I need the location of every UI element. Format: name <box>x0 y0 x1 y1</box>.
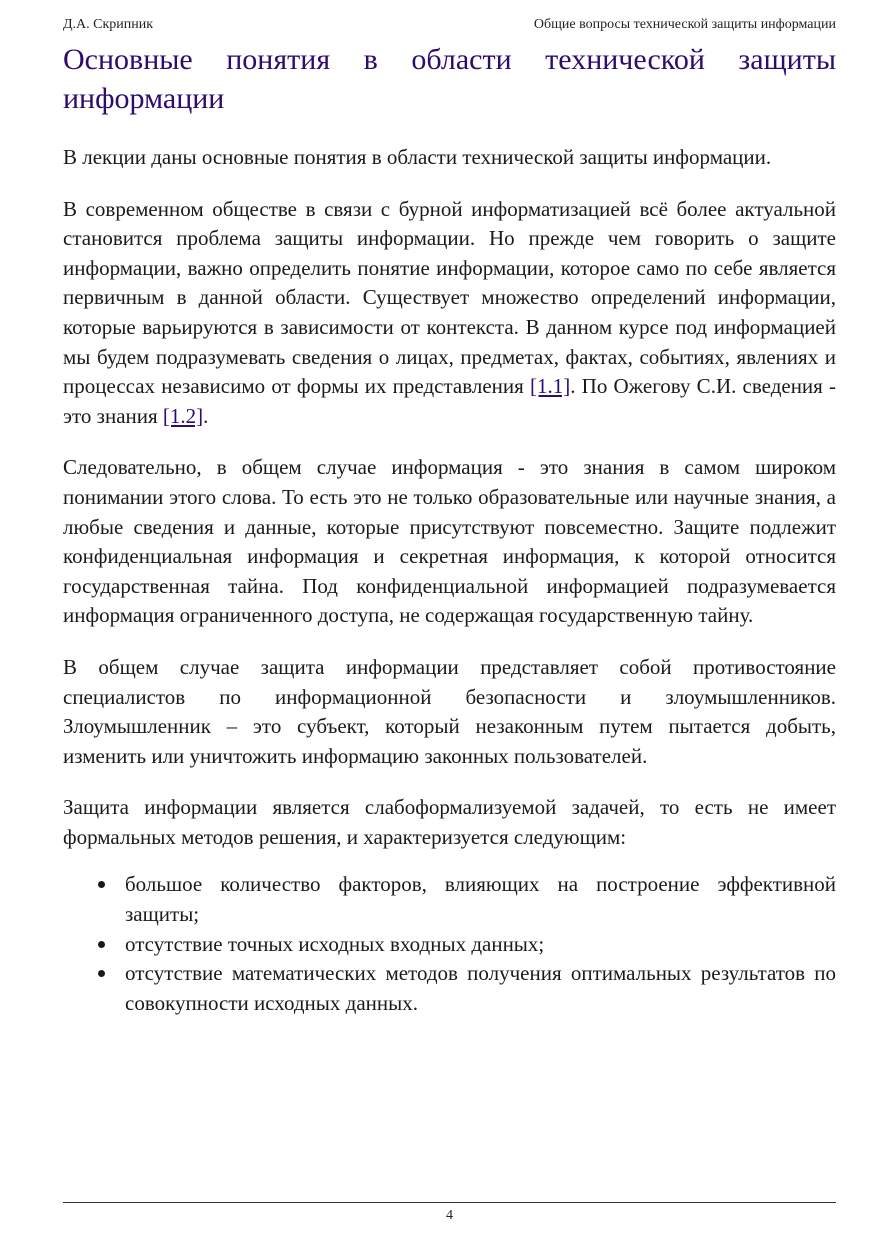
paragraph-information-definition <box>63 195 836 432</box>
list-item-text: отсутствие точных исходных входных данных; <box>125 931 545 956</box>
paragraph-confidential-information: Следовательно, в общем случае информация - это знания в самом широком понимании этого слова. То есть это не только образовательные или научные знания, а любые сведения и данные, которые присутствуют повсеместно. Защите подлежит конфиденциальная информация и секретная информация, к которой относится государственная тайна. Под конфиденциальной информацией подразумевается информация ограниченного доступа, не содержащая государственную тайну. <box>63 455 836 628</box>
list-item-text: отсутствие математических методов получения оптимальных результатов по совокупности исходных данных. <box>125 961 836 1015</box>
list-item <box>63 870 836 929</box>
list-item-text: большое количество факторов, влияющих на построение эффективной защиты; <box>125 872 836 927</box>
paragraph-intro: В лекции даны основные понятия в области технической защиты информации. <box>63 145 772 169</box>
paragraph-attacker: В общем случае защита информации представляет собой противостояние специалистов по информационной безопасности и злоумышленников. Злоумышленник – это субъект, который незаконным путем пытается добыть, изменить или уничтожить информацию законных пользователей. <box>63 654 836 768</box>
reference-link-1-1[interactable]: [1.1] <box>529 374 571 399</box>
running-header <box>63 16 836 34</box>
characteristics-list <box>63 870 836 1018</box>
footer-divider <box>63 1202 836 1203</box>
body-text <box>63 143 836 1018</box>
bullet-icon <box>98 941 105 948</box>
header-author: Д.А. Скрипник <box>63 17 154 32</box>
page-title: Основные понятия в области технической защиты информации <box>63 43 836 115</box>
document-page <box>63 0 836 1241</box>
header-course-title: Общие вопросы технической защиты информации <box>533 17 836 32</box>
list-item <box>63 959 836 1018</box>
paragraph-weakly-formalized: Защита информации является слабоформализуемой задачей, то есть не имеет формальных методов решения, и характеризуется следующим: <box>63 795 836 849</box>
bullet-icon <box>98 970 105 977</box>
bullet-icon <box>98 881 105 888</box>
page-number: 4 <box>446 1208 453 1223</box>
reference-link-1-2[interactable]: [1.2] <box>162 403 204 428</box>
paragraph-text: . По Ожегову С.И. сведения - это знания <box>63 374 837 428</box>
paragraph-text: В современном обществе в связи с бурной информатизацией всё более актуальной становится проблема защиты информации. Но прежде чем говорить о защите информации, важно определить понятие информации, которое само по себе является первичным в данной области. Существует множество определений информации, которые варьируются в зависимости от контекста. В данном курсе под информацией мы будем подразумевать сведения о лицах, предметах, фактах, событиях, явлениях и процессах независимо от формы их представления <box>63 196 836 399</box>
paragraph-text: . <box>203 403 209 428</box>
list-item <box>63 930 836 960</box>
